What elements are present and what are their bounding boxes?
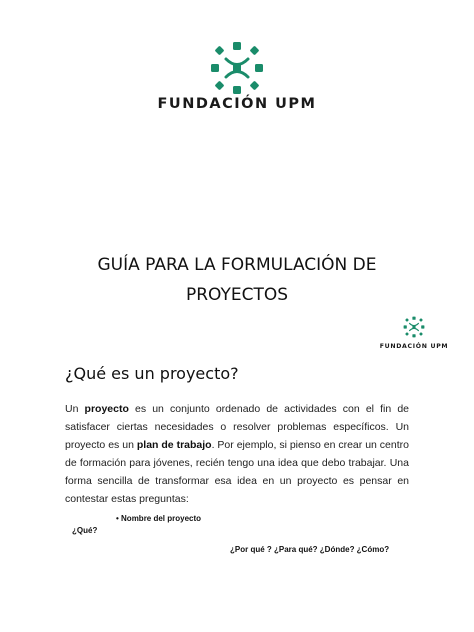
paragraph-text-3: . Por ejemplo, si pienso en crear un centro de formación para jóvenes, recién tengo una idea que debo trabajar. Una forma sencilla de transformar esa idea en un proyecto es pensar en contestar estas preguntas: (65, 439, 409, 505)
fundacion-upm-logo-icon (207, 38, 267, 98)
section-paragraph (65, 400, 409, 508)
fundacion-upm-small-logo-icon (402, 315, 426, 339)
brand-name: FUNDACIÓN UPM (157, 96, 317, 112)
paragraph-bold-plan-de-trabajo: plan de trabajo (136, 439, 212, 451)
paragraph-text-2: es un conjunto ordenado de actividades con el fin de satisfacer ciertas necesidades o resolver problemas específicos. Un proyecto es un (65, 403, 410, 451)
side-brand-name: FUNDACIÓN UPM (379, 343, 449, 350)
bullet-nombre-del-proyecto: • Nombre del proyecto (116, 514, 202, 523)
paragraph-bold-proyecto: proyecto (84, 403, 129, 415)
paragraph-text-1: Un (65, 403, 85, 415)
questions-row: ¿Por qué ? ¿Para qué? ¿Dónde? ¿Cómo? (230, 545, 390, 554)
question-que: ¿Qué? (72, 526, 98, 535)
document-title-line-1: GUÍA PARA LA FORMULACIÓN DE (97, 255, 377, 275)
document-title-line-2: PROYECTOS (185, 285, 289, 305)
document-title (0, 250, 474, 310)
section-heading: ¿Qué es un proyecto? (65, 364, 239, 383)
